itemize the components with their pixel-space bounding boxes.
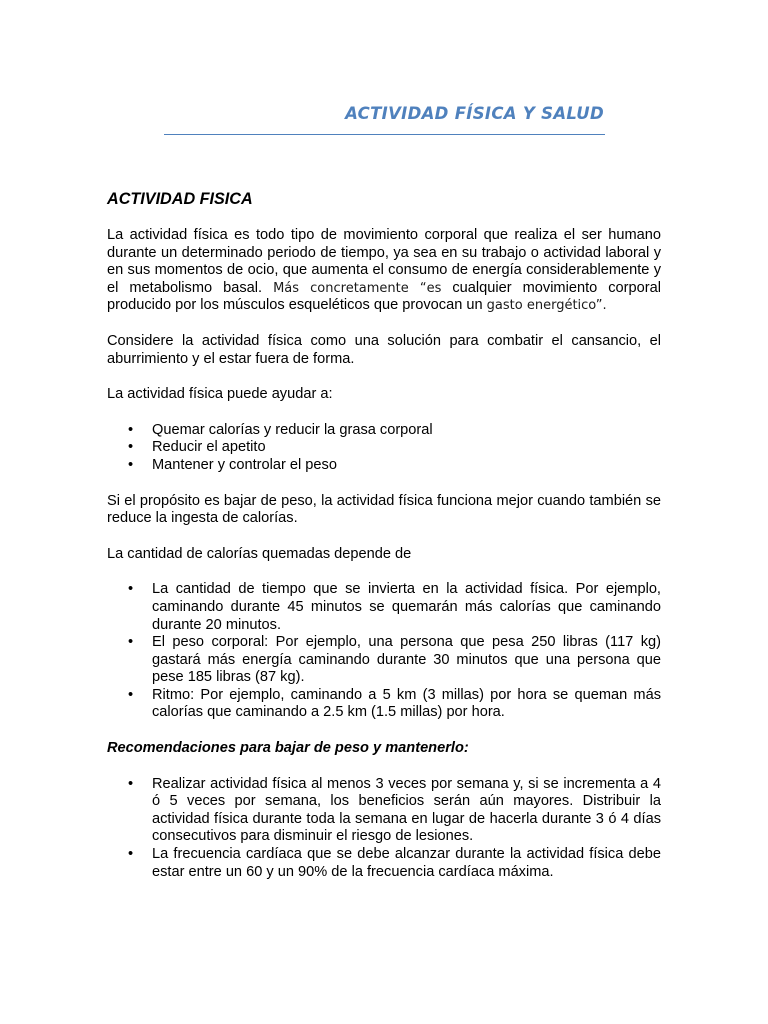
intro-text-part2: Más concretamente “es bbox=[273, 280, 442, 296]
recommendations-heading: Recomendaciones para bajar de peso y mantenerlo: bbox=[107, 740, 469, 757]
bullet-icon: • bbox=[128, 421, 134, 438]
section-heading: ACTIVIDAD FISICA bbox=[107, 190, 253, 208]
list-item-text: La frecuencia cardíaca que se debe alcanzar durante la actividad física debe estar entre un 60 y un 90% de la frecuencia cardíaca máxima. bbox=[152, 846, 661, 880]
bullet-icon: • bbox=[128, 634, 134, 651]
list-item bbox=[128, 775, 661, 846]
intro-text-part4: gasto energético”. bbox=[486, 298, 607, 314]
list-item-text: El peso corporal: Por ejemplo, una persona que pesa 250 libras (117 kg) gastará más energía caminando durante 30 minutos que una persona que pese 185 libras (87 kg). bbox=[152, 634, 661, 686]
intro-text-part3: cualquier movimiento corporal producido por los músculos esqueléticos que provocan un bbox=[107, 279, 661, 314]
paragraph-ayudar: La actividad física puede ayudar a: bbox=[107, 386, 333, 403]
list-item bbox=[128, 686, 661, 722]
paragraph-proposito: Si el propósito es bajar de peso, la actividad física funciona mejor cuando también se reduce la ingesta de calorías. bbox=[107, 492, 661, 527]
bullet-icon: • bbox=[128, 456, 134, 473]
list-item bbox=[128, 634, 661, 687]
list-item bbox=[128, 581, 661, 634]
list-item-text: La cantidad de tiempo que se invierta en la actividad física. Por ejemplo, caminando durante 45 minutos se quemarán más calorías que caminando durante 20 minutos. bbox=[152, 581, 661, 633]
list-item bbox=[128, 846, 661, 881]
list-item-text: Ritmo: Por ejemplo, caminando a 5 km (3 millas) por hora se queman más calorías que caminando a 2.5 km (1.5 millas) por hora. bbox=[152, 686, 661, 721]
bullet-icon: • bbox=[128, 686, 134, 703]
recommendations-list bbox=[107, 776, 661, 882]
list-item bbox=[128, 456, 661, 475]
intro-text-part1: La actividad física es todo tipo de movimiento corporal que realiza el ser humano durante un determinado periodo de tiempo, ya sea en su trabajo o actividad laboral y en sus momentos de ocio, que aumenta el consumo de energía considerablemente y el metabolismo basal. bbox=[107, 227, 661, 296]
factors-list bbox=[107, 581, 661, 722]
list-item-text: Realizar actividad física al menos 3 veces por semana y, si se incrementa a 4 ó 5 veces por semana, los beneficios serán aún mayores. Distribuir la actividad física durante toda la semana en lugar de hacerla durante 3 ó 4 días consecutivos para disminuir el riesgo de lesiones. bbox=[152, 775, 661, 845]
bullet-icon: • bbox=[128, 581, 134, 598]
list-item-text: Mantener y controlar el peso bbox=[152, 456, 337, 473]
list-item bbox=[128, 421, 661, 440]
list-item-text: Reducir el apetito bbox=[152, 439, 266, 456]
bullet-icon: • bbox=[128, 846, 134, 863]
list-item bbox=[128, 439, 661, 457]
bullet-icon: • bbox=[128, 775, 134, 792]
benefits-list bbox=[107, 422, 661, 475]
title-underline bbox=[164, 134, 605, 135]
intro-paragraph bbox=[107, 227, 661, 315]
document-title: ACTIVIDAD FÍSICA Y SALUD bbox=[345, 104, 604, 123]
paragraph-cansancio: Considere la actividad física como una solución para combatir el cansancio, el aburrimiento y el estar fuera de forma. bbox=[107, 332, 661, 367]
bullet-icon: • bbox=[128, 439, 134, 456]
list-item-text: Quemar calorías y reducir la grasa corporal bbox=[152, 421, 433, 438]
paragraph-calorias: La cantidad de calorías quemadas depende de bbox=[107, 545, 412, 562]
document-body bbox=[107, 189, 661, 899]
